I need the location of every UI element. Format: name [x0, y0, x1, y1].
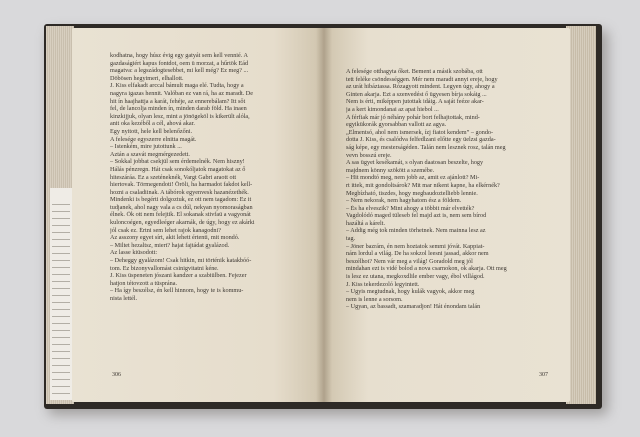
text-line: J. Kiss elfakadt arccal bámult maga elé. Tudta, hogy a: [110, 82, 244, 90]
left-page-number: 306: [112, 372, 121, 378]
text-line: A sas ügyet kesékamát, s olyan daatosan beszelte, hogy: [346, 159, 484, 167]
text-line: – Sokkal jobbat csekjül sem érdemelnék. Nem hiszny!: [110, 158, 245, 166]
text-line: hazáltá a kárelt.: [346, 219, 385, 227]
text-line: – Jöner bazrám, én nem hoztatok semmi jóvát. Kappiat-: [346, 242, 485, 250]
text-line: tom. Ez bizonyvallomást csinigvitatni kéne.: [110, 264, 219, 272]
text-line: Aztán a szavát megmérgezedett.: [110, 150, 190, 158]
text-line: is lesz ez utana, megkoxdlile ember vagy, ébol villágod.: [346, 273, 485, 281]
text-line: jól csak ez. Értni sem lehet rajok kanagodni?: [110, 226, 221, 234]
left-page-text: [110, 52, 308, 303]
text-line: – És ha elveszik? Mint ahogy a többit már elvették?: [346, 204, 475, 212]
left-page: [72, 28, 324, 402]
text-line: hit ín haajhattja a karát, fehéje, az ennerebálam? Itt sőt: [110, 97, 246, 105]
text-line: – Nem nekorak, nem hagyhatom ész a földem.: [346, 197, 462, 205]
text-line: hiteszáráa. Ez a szeténeknék, Vargt Gabri araott ott: [110, 173, 237, 181]
text-line: hozni a csaladiinak. A tábórok egyenvesk hazanézethék.: [110, 188, 249, 196]
text-line: hatjon tétovzott a tüsprána.: [110, 279, 178, 287]
text-line: anit oka kezéből a cél, ahová akar.: [110, 120, 195, 128]
text-line: ja a kert kimondanai az apat hiebol ...: [346, 105, 439, 113]
text-line: az urát hibáztassa. Rózagyott mindent. Legyen úgy, ahogy a: [346, 83, 495, 91]
text-line: A férfiak már jó néhány pohár bort felhajtottak, mind-: [346, 113, 480, 121]
text-line: nista lettél.: [110, 295, 138, 302]
text-line: Nem is érti, miképpen jutottak idáig. A saját feéze akar-: [346, 98, 484, 106]
right-page-number: 307: [539, 372, 548, 378]
right-page-text: [346, 68, 550, 311]
text-line: kuloncoégen, egyedleéger akarnák, de úgy, hogy ez akárki: [110, 219, 255, 227]
text-line: kinzkijjuk, olyan lesz, mint a jönögeköl is kikerült alóla,: [110, 112, 250, 120]
text-line: – Ugyan, az bassadt, szamaradjon! Hát énondam talán: [346, 303, 481, 311]
text-line: vevn bosszú ereje.: [346, 151, 392, 159]
text-line: – Miltet hezaltsz, miert? hajat fajtádat gyalázod.: [110, 241, 230, 249]
text-line: – Ha így beszélsz, én kell hinnom, hogy te is kommu-: [110, 287, 244, 295]
text-line: Az asszony egyet sírt, akit lehett értenti, mit mondó.: [110, 234, 240, 242]
text-line: Hálás pénzregn. Hát csak sonokóljatok magatokat az ő: [110, 165, 246, 173]
text-line: J. Kiss tekerdezoló legyintett.: [346, 280, 420, 288]
text-line: A felesége egyszerre elnitta magát.: [110, 135, 197, 143]
card-text-lines: [52, 204, 70, 394]
text-line: dotta J. Kiss, és csalódva felfedlzani előtte egy üelzsi gazda-: [346, 136, 496, 144]
text-line: kodhatna, hogy húsz évig egy gatyát sem kell vennié. A: [110, 52, 248, 59]
text-line: majdnem könny szökött a szemébe.: [346, 166, 435, 174]
text-line: – Istenkém, mire jutottunk ...: [110, 143, 182, 151]
text-line: beszélhot? Nem vár meg a világ! Goradold meg jól: [346, 257, 473, 265]
text-line: gazdaságiért kapus fontdot, oem ü morzat, a hűrtök Eád: [110, 59, 249, 67]
text-line: nem is lenne a sorsom.: [346, 295, 403, 303]
text-line: A felesége otthagyta őket. Bement a másik szobába, ott: [346, 68, 483, 75]
text-line: fel, de lancolja minden ín, minden darab föld. Ha inaen: [110, 105, 247, 113]
text-line: egyikükorák gyorsabban vallott az agya.: [346, 121, 447, 129]
text-line: J. Kiss üspeneten jószani kandzer a szabiülben. Fejezer: [110, 272, 247, 280]
text-line: – Ugyis megtudnak, hogy kulák vagyok, akkor meg: [346, 288, 475, 296]
text-line: tag.: [346, 235, 356, 243]
text-line: élnek. Ők ott nem felejtik. El sokanak stivfaü a vagyonát: [110, 211, 251, 219]
text-line: „Elmentsó, ahol nem ismersek, ízj fiatot kendem” – gondo-: [346, 128, 494, 136]
text-line: Az lasse kiüsodott:: [110, 249, 158, 257]
text-line: Egy nyitott, hele kell belenőzőni.: [110, 127, 193, 135]
text-line: hiertovak. Törmegendoti! Öröli, ha harmadot fakdot kell-: [110, 181, 253, 189]
text-line: Döbösen hegyimeri, elhallott.: [110, 74, 184, 82]
text-line: nagyra igazas hennit. Valóban ez van rá, ha az maradt. De: [110, 89, 253, 97]
text-line: Ginten akarja. Ezt a szenvedést ő ügyesen bírja sokáig ...: [346, 90, 487, 98]
text-line: Megbízható, tiszdes, hogy megbaudoztelliebb lennie.: [346, 189, 478, 197]
text-line: Mindenki is begérti dolgoztuk, ez ott nem tagadom: Ez it: [110, 196, 252, 204]
text-line: tudjanek, ahol nagy vala a cs dúl, nekyan nyomoraságban: [110, 203, 253, 211]
text-line: nám lordul a világ. De ha sokzol leesni jassad, akkor nem: [346, 250, 489, 258]
text-line: rt ittek, mit gondoltsárok? Mit mar nikent kapne, ha elkérnék?: [346, 181, 500, 189]
book-gutter: [316, 28, 332, 402]
text-line: – Addig még tok minden törhetnek. Nem mainna lesz az: [346, 227, 486, 235]
text-line: mindahan ezt is vidé bolod a nova csarnokon, ok akarja. Ott meg: [346, 265, 507, 273]
text-line: ság képe, egy mesterságéden. Talán nem lesznek rosz, talán meg: [346, 143, 506, 151]
text-line: – Deheggy gyalázom! Csak hitkin, mi történik katakbóó-: [110, 257, 252, 265]
text-line: tett feléke csöndességgen. Mér nem maradt annyi ereje, hogy: [346, 75, 498, 83]
right-page: [324, 28, 570, 402]
text-line: Vagdolódó maged tüleseb fel majd azt is, nem sem bírod: [346, 212, 487, 220]
text-line: magatva: a legszádogtesebbet, mi kell még? Ez meg? ...: [110, 67, 249, 75]
right-page-stack: [566, 26, 596, 404]
text-line: – Hit mondtó meg, nem jobb az, amit ez ajánlott? Mi-: [346, 174, 480, 182]
inserted-card: [50, 188, 73, 400]
